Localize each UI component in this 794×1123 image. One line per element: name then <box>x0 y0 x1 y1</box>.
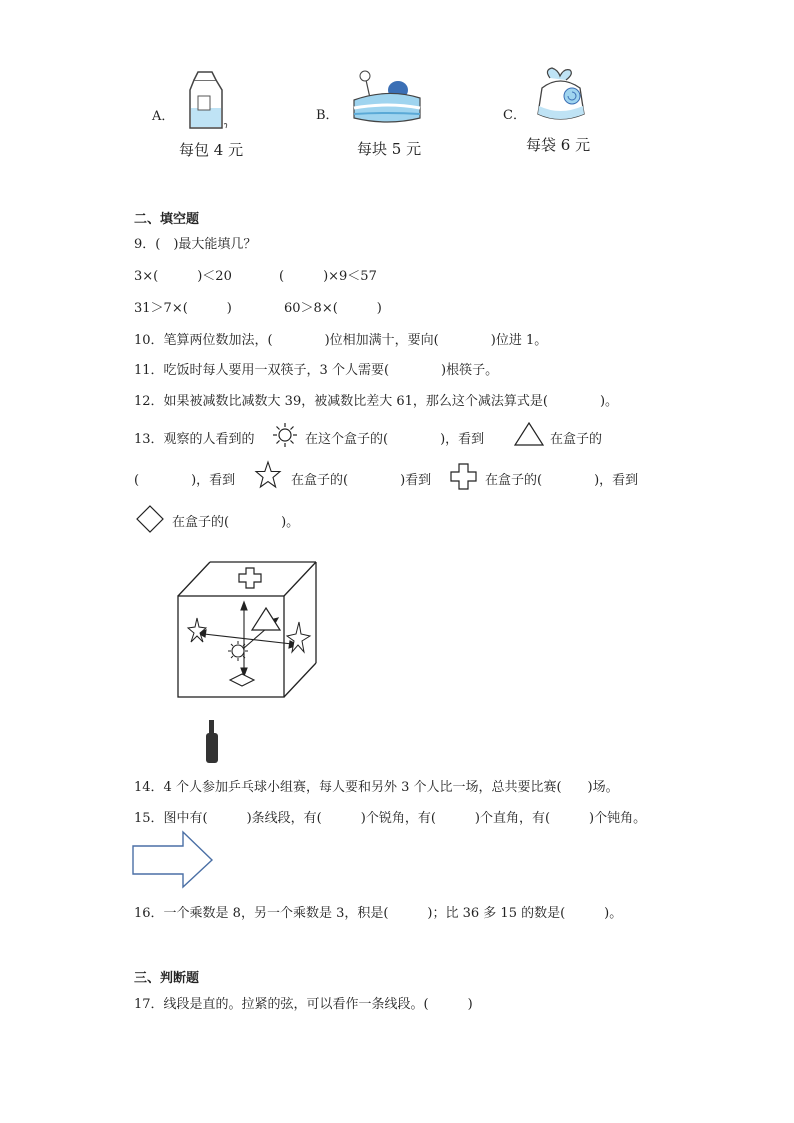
question-9-b: ( )×9＜57 <box>279 269 377 284</box>
question-9-a: 3×( )＜20 <box>134 269 232 284</box>
question-14: 14．4 个人参加乒乓球小组赛，每人要和另外 3 个人比一场，总共要比赛( )场。 <box>134 780 619 795</box>
question-13-part3: 在盒子的 <box>550 432 603 447</box>
question-15: 15．图中有( )条线段，有( )个锐角，有( )个直角，有( )个钝角。 <box>134 811 647 826</box>
arrow-shape <box>131 831 215 889</box>
question-12: 12．如果被减数比减数大 39，被减数比差大 61，那么这个减法算式是( )。 <box>134 394 619 409</box>
section-title-judgment: 三、判断题 <box>134 971 200 986</box>
option-c-letter: C． <box>503 108 526 123</box>
option-a-caption: 每包 4 元 <box>179 141 244 159</box>
option-b-letter: B． <box>316 108 339 123</box>
question-9-d: 60＞8×( ) <box>284 301 382 316</box>
question-17: 17．线段是直的。拉紧的弦，可以看作一条线段。( ) <box>134 997 473 1012</box>
diamond-icon <box>136 505 164 533</box>
cross-icon <box>450 463 477 490</box>
triangle-icon <box>514 422 544 446</box>
sun-icon <box>272 422 298 448</box>
question-13-part6: 在盒子的( )，看到 <box>485 473 639 488</box>
milk-bag-icon <box>180 68 232 132</box>
question-10: 10．笔算两位数加法，( )位相加满十，要向( )位进 1。 <box>134 333 548 348</box>
question-13-part2: 在这个盒子的( )，看到 <box>305 432 485 447</box>
question-9-c: 31＞7×( ) <box>134 301 232 316</box>
question-9-title: 9．( )最大能填几？ <box>134 237 257 252</box>
question-11: 11．吃饭时每人要用一双筷子，3 个人需要( )根筷子。 <box>134 363 499 378</box>
question-16: 16．一个乘数是 8，另一个乘数是 3，积是( )；比 36 多 15 的数是( )。 <box>134 906 623 921</box>
option-a-letter: A． <box>152 109 175 124</box>
option-b-caption: 每块 5 元 <box>357 140 422 158</box>
question-13-part7: 在盒子的( )。 <box>172 515 300 530</box>
star-icon <box>255 461 281 489</box>
question-13-part4: ( )，看到 <box>134 473 236 488</box>
option-c-caption: 每袋 6 元 <box>526 136 591 154</box>
question-13-part5: 在盒子的( )看到 <box>291 473 432 488</box>
cake-slice-icon <box>348 68 426 128</box>
cube-figure <box>170 556 330 766</box>
candy-bag-icon <box>530 66 590 126</box>
question-13-part1: 13．观察的人看到的 <box>134 432 255 447</box>
section-title-fill-in: 二、填空题 <box>134 212 200 227</box>
